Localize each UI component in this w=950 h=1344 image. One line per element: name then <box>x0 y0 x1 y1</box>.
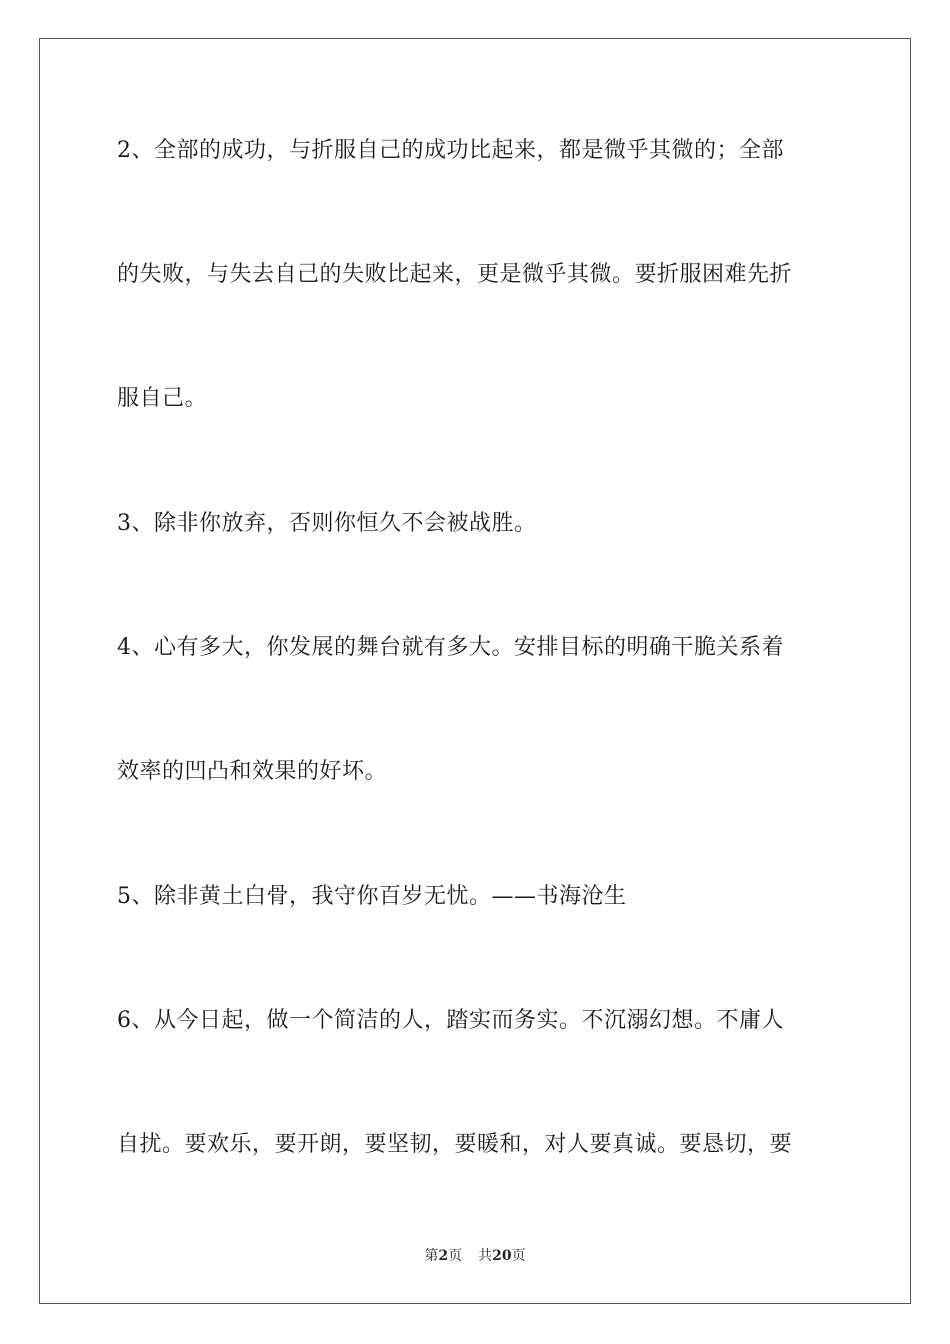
footer-total-suffix: 页 <box>511 1248 526 1264</box>
footer-total-prefix: 共 <box>478 1248 493 1264</box>
text-line-8: 6、从今日起，做一个简洁的人，踏实而务实。不沉溺幻想。不庸人 <box>117 1008 784 1033</box>
text-line-3: 服自己。 <box>117 386 208 411</box>
text-line-1: 2、全部的成功，与折服自己的成功比起来，都是微乎其微的；全部 <box>117 138 784 163</box>
text-line-5: 4、心有多大，你发展的舞台就有多大。安排目标的明确干脆关系着 <box>117 635 784 660</box>
footer-page-number: 2 <box>438 1248 449 1264</box>
footer-total-pages: 20 <box>492 1248 512 1264</box>
text-line-9: 自扰。要欢乐，要开朗，要坚韧，要暖和，对人要真诚。要恳切，要 <box>117 1132 793 1157</box>
text-line-2: 的失败，与失去自己的失败比起来，更是微乎其微。要折服困难先折 <box>117 262 793 287</box>
footer-page-prefix: 第 <box>424 1248 439 1264</box>
footer-page-suffix: 页 <box>448 1248 463 1264</box>
text-line-4: 3、除非你放弃，否则你恒久不会被战胜。 <box>117 511 537 536</box>
page-footer <box>0 1246 950 1266</box>
text-line-7: 5、除非黄土白骨，我守你百岁无忧。——书海沧生 <box>117 884 627 909</box>
page-border <box>39 38 911 1304</box>
text-line-6: 效率的凹凸和效果的好坏。 <box>117 759 388 784</box>
